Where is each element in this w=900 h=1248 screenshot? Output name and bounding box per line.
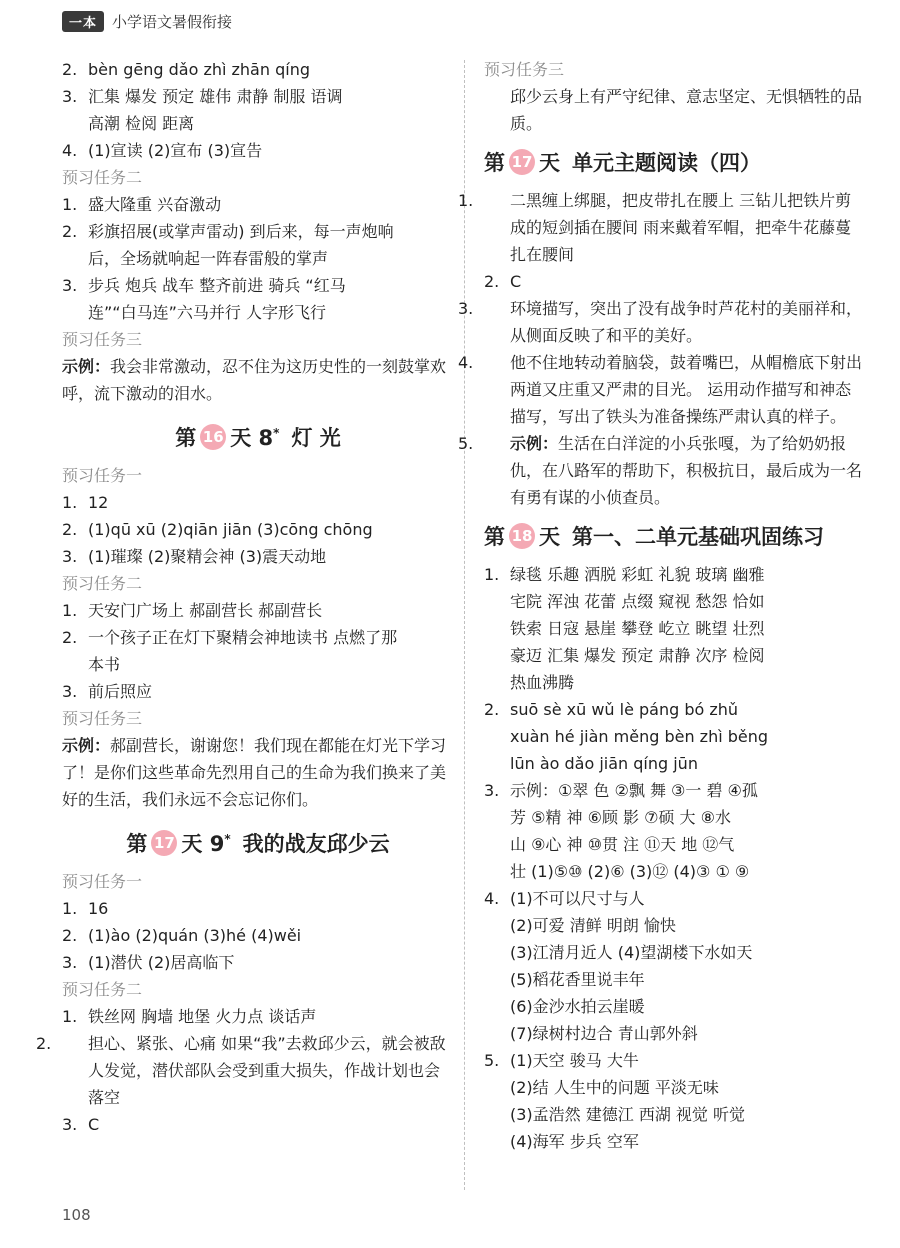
item-text: 二黑缠上绑腿，把皮带扎在腰上 三钻儿把铁片剪成的短剑插在腰间 雨来戴着军帽，把牵牛花藤蔓扎在腰间: [510, 191, 852, 264]
item-text: 一个孩子正在灯下聚精会神地读书 点燃了那: [88, 628, 398, 647]
item-text: 汇集 爆发 预定 雄伟 肃静 制服 语调: [88, 87, 343, 106]
item-text: 绿毯 乐趣 洒脱 彩虹 礼貌 玻璃 幽雅: [510, 565, 765, 584]
brand-logo: 一本: [62, 11, 104, 32]
example-answer: [62, 353, 454, 407]
item-text: 示例：①翠 色 ②飘 舞 ③一 碧 ④孤: [510, 781, 758, 800]
answer-item: [484, 561, 864, 588]
example-label: 示例：: [510, 434, 559, 453]
answer-continuation: 热血沸腾: [510, 673, 575, 692]
day-heading: [484, 143, 864, 183]
series-title: 小学语文暑假衔接: [112, 12, 233, 31]
task-heading: 预习任务二: [62, 168, 143, 187]
item-text: bèn gēng dǎo zhì zhān qíng: [88, 60, 310, 79]
item-number: 2.: [36, 1034, 52, 1053]
example-text: 我会非常激动，忍不住为这历史性的一刻鼓掌欢呼，流下激动的泪水。: [62, 357, 447, 403]
answer-continuation: 山 ⑨心 神 ⑩贯 注 ⑪天 地 ⑫气: [510, 835, 735, 854]
item-number: 1.: [62, 1007, 78, 1026]
task-heading: 预习任务二: [62, 980, 143, 999]
item-text: 环境描写，突出了没有战争时芦花村的美丽祥和，从侧面反映了和平的美好。: [510, 299, 863, 345]
answer-continuation: (7)绿树村边合 青山郭外斜: [510, 1024, 698, 1043]
item-text: (1)潜伏 (2)居高临下: [88, 953, 235, 972]
item-number: 3.: [62, 276, 78, 295]
item-text: (1)不可以尺寸与人: [510, 889, 645, 908]
answer-item: [484, 885, 864, 912]
day-suffix: 天: [539, 151, 560, 175]
answer-continuation: 铁索 日寇 悬崖 攀登 屹立 眺望 壮烈: [510, 619, 765, 638]
item-number: 1.: [484, 565, 500, 584]
task-heading: 预习任务二: [62, 574, 143, 593]
item-number: 5.: [484, 1051, 500, 1070]
item-number: 2.: [62, 60, 78, 79]
item-text: 天安门广场上 郝副营长 郝副营长: [88, 601, 323, 620]
item-text: 担心、紧张、心痛 如果“我”去救邱少云，就会被敌人发觉，潜伏部队会受到重大损失，作战计划也会落空: [88, 1034, 446, 1107]
item-number: 2.: [62, 520, 78, 539]
item-text: (1)ào (2)quán (3)hé (4)wěi: [88, 926, 302, 945]
task-heading: 预习任务一: [62, 872, 143, 891]
answer-paragraph: 邱少云身上有严守纪律、意志坚定、无惧牺牲的品质。: [510, 87, 863, 133]
item-text: (1)天空 骏马 大牛: [510, 1051, 639, 1070]
lesson-mark: *: [273, 426, 280, 440]
task-heading: 预习任务三: [62, 330, 143, 349]
item-number: 1.: [458, 191, 474, 210]
day-title: 灯 光: [291, 426, 341, 450]
task-heading: 预习任务三: [62, 709, 143, 728]
item-number: 2.: [62, 926, 78, 945]
day-number-badge: 17: [151, 830, 177, 856]
answer-item: [62, 1003, 454, 1030]
item-text: 铁丝网 胸墙 地堡 火力点 谈话声: [88, 1007, 317, 1026]
item-number: 3.: [62, 547, 78, 566]
item-text: 彩旗招展(或掌声雷动) 到后来，每一声炮响: [88, 222, 394, 241]
day-title: 单元主题阅读（四）: [572, 151, 761, 175]
answer-item: [62, 516, 454, 543]
answer-item: [62, 543, 454, 570]
answer-continuation: 豪迈 汇集 爆发 预定 肃静 次序 检阅: [510, 646, 765, 665]
left-column: [36, 56, 454, 1138]
answer-item: [62, 489, 454, 516]
item-number: 4.: [458, 353, 474, 372]
answer-item: [458, 430, 864, 511]
item-number: 3.: [62, 682, 78, 701]
item-number: 1.: [62, 899, 78, 918]
answer-item: [36, 1030, 454, 1111]
answer-item: [484, 1047, 864, 1074]
example-answer: [62, 732, 454, 813]
day-prefix: 第: [126, 832, 148, 856]
item-text: (1)璀璨 (2)聚精会神 (3)震天动地: [88, 547, 327, 566]
answer-item: [458, 295, 864, 349]
item-text: 步兵 炮兵 战车 整齐前进 骑兵 “红马: [88, 276, 346, 295]
answer-continuation: lūn ào dǎo jiān qíng jūn: [510, 754, 698, 773]
answer-item: [458, 349, 864, 430]
day-heading: [484, 517, 864, 557]
answer-item: [62, 895, 454, 922]
item-number: 3.: [62, 87, 78, 106]
day-heading: [62, 413, 454, 458]
page-number: 108: [62, 1206, 91, 1224]
item-text: 盛大隆重 兴奋激动: [88, 195, 222, 214]
column-divider: [464, 60, 465, 1190]
right-column: [458, 56, 864, 1155]
item-number: 1.: [62, 601, 78, 620]
day-title: 我的战友邱少云: [242, 832, 390, 856]
example-text: 郝副营长，谢谢您！我们现在都能在灯光下学习了！是你们这些革命先烈用自己的生命为我们换来了美好的生活，我们永远不会忘记你们。: [62, 736, 447, 809]
answer-continuation: (6)金沙水拍云崖暖: [510, 997, 645, 1016]
item-text: 12: [88, 493, 109, 512]
answer-continuation: (4)海军 步兵 空军: [510, 1132, 639, 1151]
item-text: (1)qū xū (2)qiān jiān (3)cōng chōng: [88, 520, 373, 539]
item-number: 4.: [62, 141, 78, 160]
answer-continuation: 后，全场就响起一阵春雷般的掌声: [88, 249, 329, 268]
day-suffix: 天: [539, 525, 560, 549]
example-label: 示例：: [62, 736, 111, 755]
item-text: 16: [88, 899, 109, 918]
answer-continuation: (2)结 人生中的问题 平淡无味: [510, 1078, 719, 1097]
lesson-mark: *: [224, 832, 231, 846]
answer-continuation: 壮 (1)⑤⑩ (2)⑥ (3)⑫ (4)③ ① ⑨: [510, 862, 750, 881]
item-number: 2.: [62, 628, 78, 647]
answer-continuation: 宅院 浑浊 花蕾 点缀 窥视 愁怨 恰如: [510, 592, 765, 611]
item-number: 2.: [62, 222, 78, 241]
day-title: 第一、二单元基础巩固练习: [572, 525, 824, 549]
answer-item: [62, 1111, 454, 1138]
item-number: 3.: [62, 1115, 78, 1134]
item-number: 3.: [484, 781, 500, 800]
item-number: 1.: [62, 195, 78, 214]
answer-item: [62, 922, 454, 949]
answer-continuation: 芳 ⑤精 神 ⑥顾 影 ⑦硕 大 ⑧水: [510, 808, 731, 827]
answer-item: [62, 83, 454, 110]
answer-item: [62, 678, 454, 705]
answer-continuation: (3)孟浩然 建德江 西湖 视觉 听觉: [510, 1105, 746, 1124]
item-number: 4.: [484, 889, 500, 908]
item-text: 前后照应: [88, 682, 153, 701]
item-number: 3.: [62, 953, 78, 972]
answer-item: [62, 624, 454, 651]
answer-continuation: xuàn hé jiàn měng bèn zhì běng: [510, 727, 769, 746]
item-number: 1.: [62, 493, 78, 512]
answer-continuation: 高潮 检阅 距离: [88, 114, 195, 133]
item-text: 他不住地转动着脑袋，鼓着嘴巴，从帽檐底下射出两道又庄重又严肃的目光。 运用动作描写和神态描写，写出了铁头为准备操练严肃认真的样子。: [510, 353, 863, 426]
day-number-badge: 16: [200, 424, 226, 450]
answer-continuation: (2)可爱 清鲜 明朗 愉快: [510, 916, 676, 935]
item-number: 5.: [458, 434, 474, 453]
answer-item: [62, 191, 454, 218]
answer-continuation: (5)稻花香里说丰年: [510, 970, 645, 989]
answer-item: [62, 949, 454, 976]
answer-item: [62, 137, 454, 164]
item-text: suō sè xū wǔ lè páng bó zhǔ: [510, 700, 739, 719]
answer-continuation: 连”“白马连”六马并行 人字形飞行: [88, 303, 326, 322]
day-suffix: 天 9: [181, 832, 225, 856]
answer-item: [62, 597, 454, 624]
answer-continuation: 本书: [88, 655, 121, 674]
answer-item: [62, 218, 454, 245]
item-text: C: [510, 272, 522, 291]
day-prefix: 第: [175, 426, 197, 450]
answer-item: [458, 187, 864, 268]
task-heading: 预习任务一: [62, 466, 143, 485]
item-number: 2.: [484, 700, 500, 719]
item-text: 生活在白洋淀的小兵张嘎，为了给奶奶报仇，在八路军的帮助下，积极抗日，最后成为一名有勇有谋的小侦查员。: [510, 434, 863, 507]
example-label: 示例：: [62, 357, 111, 376]
day-heading: [62, 819, 454, 864]
day-prefix: 第: [484, 151, 505, 175]
answer-item: [484, 696, 864, 723]
item-text: (1)宣读 (2)宣布 (3)宣告: [88, 141, 263, 160]
answer-continuation: (3)江清月近人 (4)望湖楼下水如天: [510, 943, 753, 962]
item-text: C: [88, 1115, 100, 1134]
task-heading: 预习任务三: [484, 60, 565, 79]
answer-item: [62, 272, 454, 299]
day-suffix: 天 8: [230, 426, 274, 450]
day-number-badge: 17: [509, 149, 535, 175]
day-prefix: 第: [484, 525, 505, 549]
answer-item: [484, 777, 864, 804]
answer-item: [62, 56, 454, 83]
day-number-badge: 18: [509, 523, 535, 549]
item-number: 2.: [484, 272, 500, 291]
page-header: [62, 10, 232, 32]
answer-item: [484, 268, 864, 295]
item-number: 3.: [458, 299, 474, 318]
